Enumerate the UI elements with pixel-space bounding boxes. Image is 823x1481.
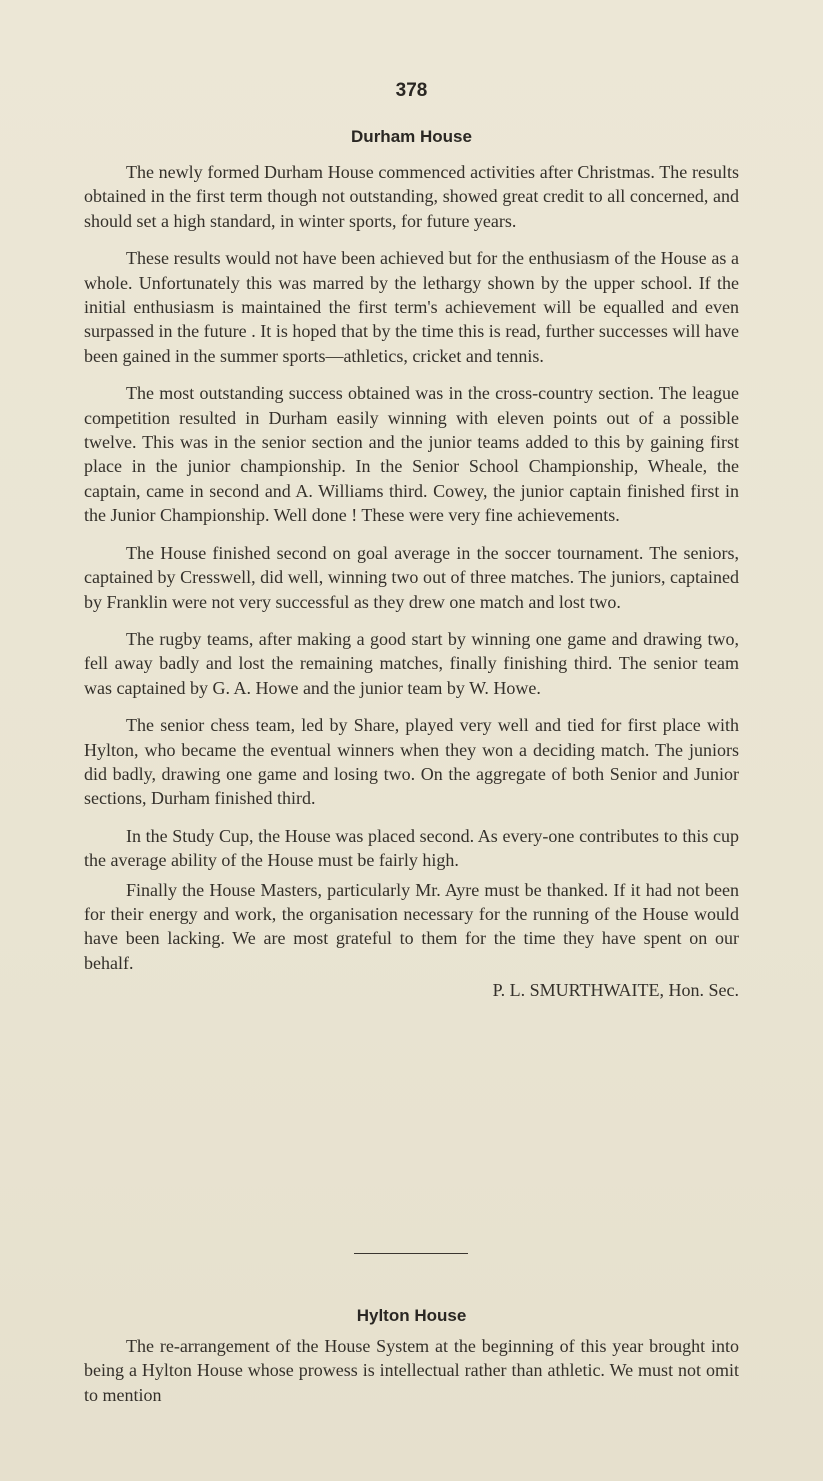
page-number: 378 (395, 80, 428, 101)
section-divider (354, 1253, 468, 1254)
paragraph: These results would not have been achieved but for the enthusiasm of the House as a whole. Unfortunately this was marred by the lethargy shown by the upper school. If the initial enthusiasm is maintained the first term's achievement will be equalled and even surpassed in the future . It is hoped that by the time this is read, further successes will have been gained in the summer sports—athletics, cricket and tennis. (84, 248, 739, 366)
section-heading-durham-house: Durham House (351, 127, 472, 146)
paragraph: The newly formed Durham House commenced activities after Christmas. The results obtained in the first term though not outstanding, showed great credit to all concerned, and should set a high standard, in winter sports, for future years. (84, 162, 739, 231)
section-heading-hylton-house: Hylton House (356, 1306, 467, 1325)
paragraph: In the Study Cup, the House was placed second. As every-one contributes to this cup the average ability of the House must be fairly high. (84, 825, 739, 871)
signature: P. L. SMURTHWAITE, Hon. Sec. (492, 980, 739, 1001)
hylton-house-article (84, 1334, 739, 1420)
paragraph: The re-arrangement of the House System at the beginning of this year brought into being a Hylton House whose prowess is intellectual rather than athletic. We must not omit to mention (84, 1336, 739, 1405)
paragraph: Finally the House Masters, particularly Mr. Ayre must be thanked. If it had not been for their energy and work, the organisation necessary for the running of the House would have been lacking. We are most grateful to them for the time they have spent on our behalf. (84, 879, 739, 973)
durham-house-article (84, 160, 739, 1002)
paragraph: The House finished second on goal average in the soccer tournament. The seniors, captained by Cresswell, did well, winning two out of three matches. The juniors, captained by Franklin were not very successful as they drew one match and lost two. (84, 542, 739, 612)
paragraph: The most outstanding success obtained was in the cross-country section. The league competition resulted in Durham easily winning with eleven points out of a possible twelve. This was in the senior section and the junior teams added to this by gaining first place in the junior championship. In the Senior School Championship, Wheale, the captain, came in second and A. Williams third. Cowey, the junior captain finished first in the Junior Championship. Well done ! These were very fine achievements. (84, 383, 739, 526)
paragraph: The senior chess team, led by Share, played very well and tied for first place with Hylton, who became the eventual winners when they won a deciding match. The juniors did badly, drawing one game and losing two. On the aggregate of both Senior and Junior sections, Durham finished third. (84, 715, 739, 809)
paragraph: The rugby teams, after making a good start by winning one game and drawing two, fell away badly and lost the remaining matches, finally finishing third. The senior team was captained by G. A. Howe and the junior team by W. Howe. (84, 628, 739, 698)
